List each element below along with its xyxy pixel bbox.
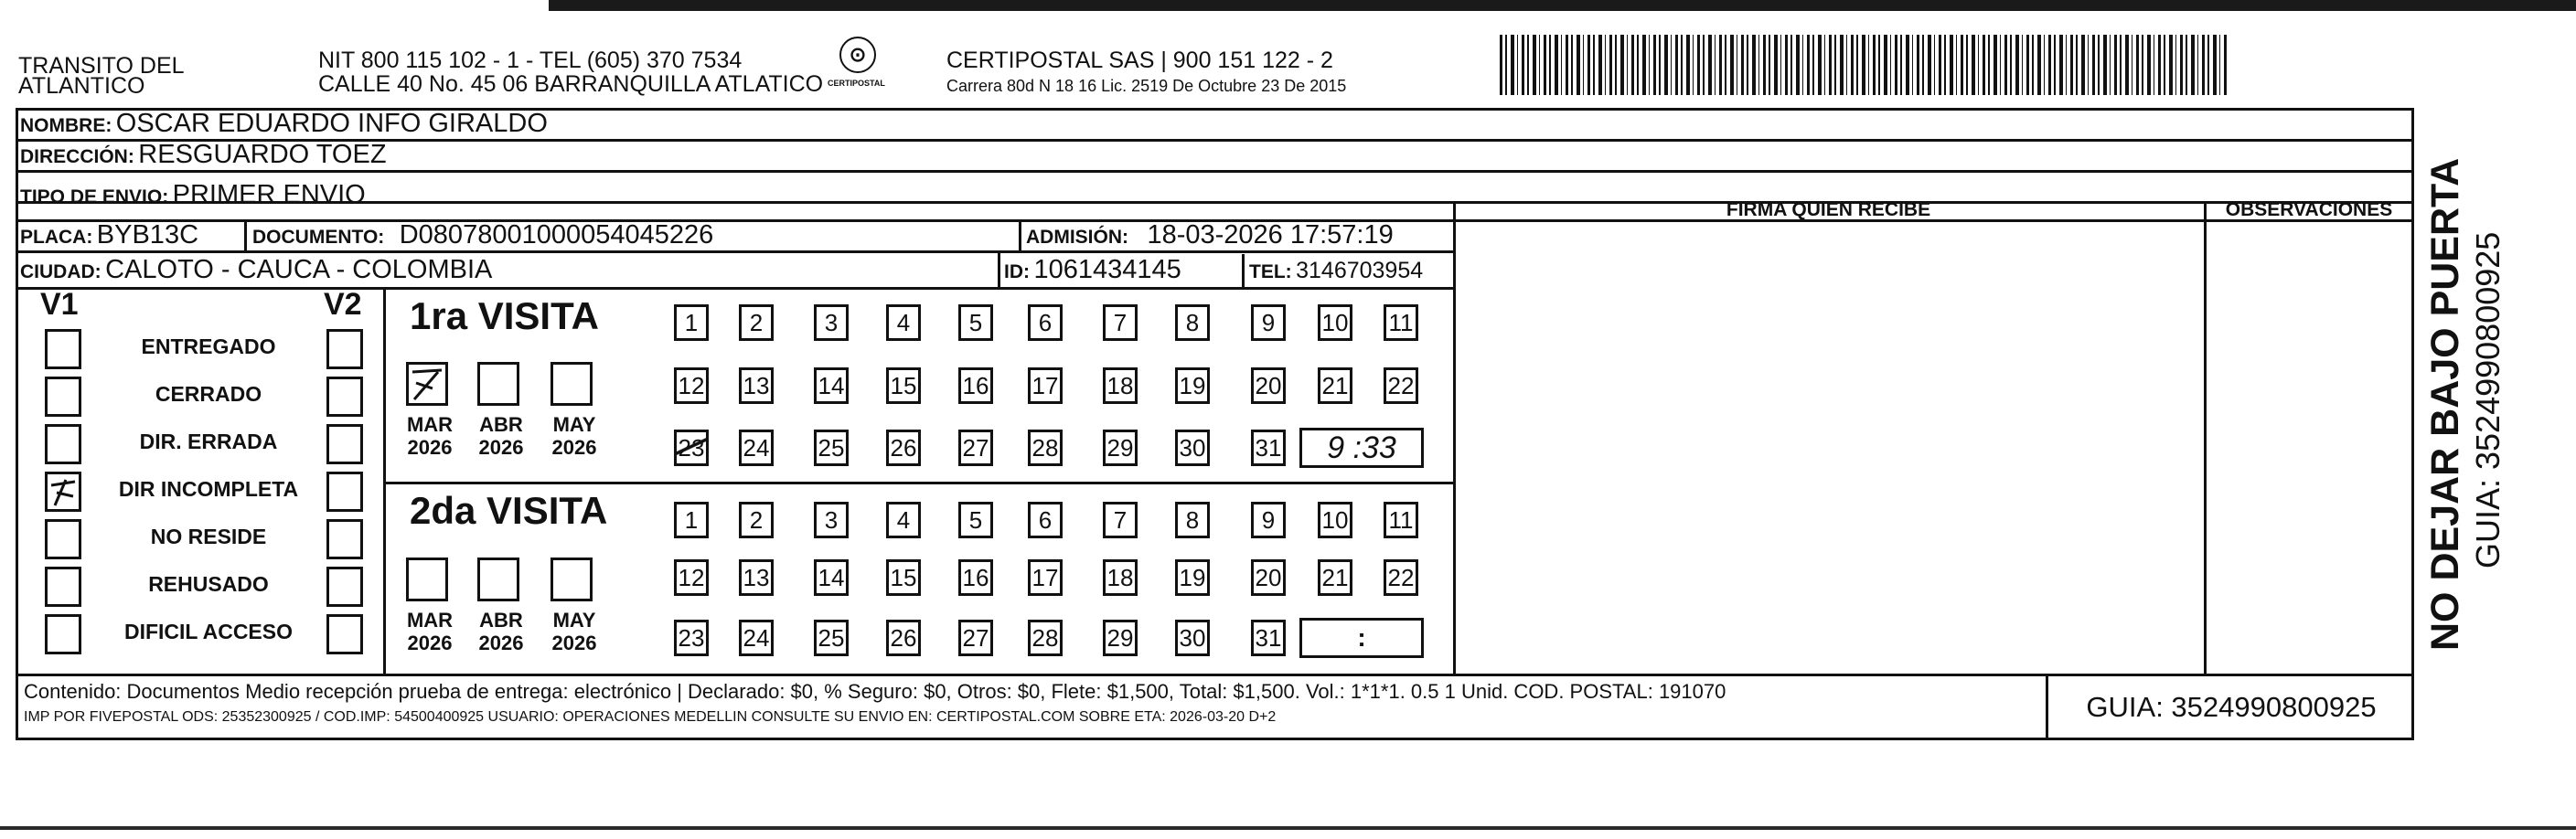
v1-checkbox-entregado[interactable]	[45, 329, 81, 369]
side-guia: GUIA: 3524990800925	[2469, 231, 2507, 568]
visit1-day-20[interactable]: 20	[1251, 367, 1286, 404]
visit1-day-14[interactable]: 14	[814, 367, 849, 404]
visit2-day-14[interactable]: 14	[814, 559, 849, 596]
visit1-day-7[interactable]: 7	[1103, 304, 1138, 341]
ciudad-label: CIUDAD:	[20, 261, 102, 282]
status-no-reside: NO RESIDE	[150, 525, 267, 548]
visit1-day-3[interactable]: 3	[814, 304, 849, 341]
handwritten-check-icon	[48, 474, 79, 509]
nombre-label: NOMBRE:	[20, 115, 112, 136]
id-value: 1061434145	[1033, 255, 1181, 284]
license-line: Carrera 80d N 18 16 Lic. 2519 De Octubre 23 De 2015	[946, 77, 1347, 95]
visit2-day-13[interactable]: 13	[739, 559, 774, 596]
placa-label: PLACA:	[20, 227, 93, 248]
visit2-month-abr: ABR 2026	[478, 609, 524, 654]
documento-value: D08078001000054045226	[399, 220, 714, 250]
sender-name-line1: TRANSITO DEL	[18, 53, 185, 79]
visit1-day-28[interactable]: 28	[1028, 430, 1063, 466]
v2-checkbox-cerrado[interactable]	[326, 377, 363, 417]
visit1-day-26[interactable]: 26	[886, 430, 921, 466]
sender-address: CALLE 40 No. 45 06 BARRANQUILLA ATLATICO	[318, 71, 824, 97]
visit2-day-1[interactable]: 1	[674, 502, 709, 538]
visit2-day-4[interactable]: 4	[886, 502, 921, 538]
visit2-day-12[interactable]: 12	[674, 559, 709, 596]
observaciones-header: OBSERVACIONES	[2225, 199, 2393, 220]
sender-nit: NIT 800 115 102 - 1 - TEL (605) 370 7534	[318, 48, 743, 73]
visit1-day-23[interactable]: 23	[674, 430, 709, 466]
visit1-day-31[interactable]: 31	[1251, 430, 1286, 466]
visit2-day-20[interactable]: 20	[1251, 559, 1286, 596]
footer-contenido: Contenido: Documentos Medio recepción prueba de entrega: electrónico | Declarado: $0, % Seguro: $0, Otros: $0, Flete: $1,500, Total: $1,500. Vol.: 1*1*1. 0.5 1 Unid. COD. POSTAL: 191070	[24, 680, 1726, 703]
visit2-day-7[interactable]: 7	[1103, 502, 1138, 538]
placa-value: BYB13C	[96, 220, 199, 250]
status-rehusado: REHUSADO	[148, 572, 269, 596]
visit1-day-30[interactable]: 30	[1175, 430, 1210, 466]
visit1-day-17[interactable]: 17	[1028, 367, 1063, 404]
v1-checkbox-cerrado[interactable]	[45, 377, 81, 417]
tipo-envio-label: TIPO DE ENVIO:	[20, 186, 169, 207]
visit2-day-6[interactable]: 6	[1028, 502, 1063, 538]
admision-label: ADMISIÓN:	[1026, 227, 1128, 248]
visit2-day-28[interactable]: 28	[1028, 620, 1063, 656]
visit2-day-15[interactable]: 15	[886, 559, 921, 596]
visit2-day-23[interactable]: 23	[674, 620, 709, 656]
v2-checkbox-dificil-acceso[interactable]	[326, 614, 363, 654]
visit2-day-11[interactable]: 11	[1384, 502, 1418, 538]
firma-header: FIRMA QUIEN RECIBE	[1726, 199, 1931, 220]
visit1-month-checkbox-mar[interactable]	[406, 362, 448, 406]
status-cerrado: CERRADO	[155, 382, 262, 406]
footer-impresion: IMP POR FIVEPOSTAL ODS: 25352300925 / COD.IMP: 54500400925 USUARIO: OPERACIONES MEDELLIN CONSULTE SU ENVIO EN: CERTIPOSTAL.COM SOBRE ETA: 2026-03-20 D+2	[24, 709, 1277, 725]
visit1-day-10[interactable]: 10	[1318, 304, 1352, 341]
visit1-day-11[interactable]: 11	[1384, 304, 1418, 341]
v2-checkbox-dir-incompleta[interactable]	[326, 472, 363, 512]
visit1-day-25[interactable]: 25	[814, 430, 849, 466]
visit2-day-5[interactable]: 5	[958, 502, 993, 538]
visit1-day-1[interactable]: 1	[674, 304, 709, 341]
company-line: CERTIPOSTAL SAS | 900 151 122 - 2	[946, 48, 1333, 73]
visit2-month-checkbox-abr[interactable]	[477, 558, 519, 601]
visit1-month-abr: ABR 2026	[478, 413, 524, 459]
status-dificil-acceso: DIFICIL ACCESO	[123, 620, 293, 643]
visit1-day-15[interactable]: 15	[886, 367, 921, 404]
visit2-day-17[interactable]: 17	[1028, 559, 1063, 596]
visit1-title: 1ra VISITA	[410, 294, 599, 337]
visit2-title: 2da VISITA	[410, 489, 608, 532]
visit1-day-2[interactable]: 2	[739, 304, 774, 341]
visit2-month-checkbox-mar[interactable]	[406, 558, 448, 601]
visit1-day-27[interactable]: 27	[958, 430, 993, 466]
v2-label: V2	[324, 287, 362, 322]
v1-checkbox-dificil-acceso[interactable]	[45, 614, 81, 654]
visit1-month-may: MAY 2026	[551, 413, 597, 459]
visit2-day-21[interactable]: 21	[1318, 559, 1352, 596]
documento-label: DOCUMENTO:	[252, 227, 385, 248]
visit2-day-22[interactable]: 22	[1384, 559, 1418, 596]
visit1-day-12[interactable]: 12	[674, 367, 709, 404]
ciudad-value: CALOTO - CAUCA - COLOMBIA	[105, 255, 493, 284]
visit1-day-19[interactable]: 19	[1175, 367, 1210, 404]
visit2-month-mar: MAR 2026	[406, 609, 454, 654]
visit2-day-2[interactable]: 2	[739, 502, 774, 538]
v2-checkbox-dir-errada[interactable]	[326, 424, 363, 464]
visit2-day-9[interactable]: 9	[1251, 502, 1286, 538]
visit1-day-29[interactable]: 29	[1103, 430, 1138, 466]
visit1-month-checkbox-may[interactable]	[550, 362, 593, 406]
visit2-day-25[interactable]: 25	[814, 620, 849, 656]
visit2-time-box[interactable]: :	[1299, 618, 1424, 658]
visit1-day-8[interactable]: 8	[1175, 304, 1210, 341]
visit2-day-10[interactable]: 10	[1318, 502, 1352, 538]
visit2-day-31[interactable]: 31	[1251, 620, 1286, 656]
v1-checkbox-dir-incompleta[interactable]	[45, 472, 81, 512]
visit1-day-9[interactable]: 9	[1251, 304, 1286, 341]
no-dejar-bajo-puerta-warning: NO DEJAR BAJO PUERTA	[2423, 157, 2467, 651]
v1-checkbox-no-reside[interactable]	[45, 519, 81, 559]
admision-value: 18-03-2026 17:57:19	[1147, 220, 1394, 250]
status-dir-incompleta: DIR INCOMPLETA	[118, 477, 299, 501]
visit2-month-may: MAY 2026	[551, 609, 597, 654]
visit2-day-3[interactable]: 3	[814, 502, 849, 538]
visit1-day-6[interactable]: 6	[1028, 304, 1063, 341]
visit1-day-21[interactable]: 21	[1318, 367, 1352, 404]
logo-caption: CERTIPOSTAL	[828, 79, 885, 88]
visit2-month-checkbox-may[interactable]	[550, 558, 593, 601]
visit1-month-checkbox-abr[interactable]	[477, 362, 519, 406]
sender-name-line2: ATLANTICO	[18, 73, 145, 99]
top-edge-bar	[549, 0, 2576, 11]
visit1-day-22[interactable]: 22	[1384, 367, 1418, 404]
barcode	[1500, 35, 2227, 95]
v2-checkbox-entregado[interactable]	[326, 329, 363, 369]
visit2-day-8[interactable]: 8	[1175, 502, 1210, 538]
visit1-day-18[interactable]: 18	[1103, 367, 1138, 404]
visit2-day-29[interactable]: 29	[1103, 620, 1138, 656]
footer-guia-box: GUIA: 3524990800925	[2086, 691, 2377, 723]
visit2-day-24[interactable]: 24	[739, 620, 774, 656]
tel-value: 3146703954	[1296, 258, 1424, 283]
visit2-day-26[interactable]: 26	[886, 620, 921, 656]
certipostal-logo-icon: ⊙	[839, 37, 876, 73]
handwritten-check-icon	[409, 365, 445, 403]
visit2-day-27[interactable]: 27	[958, 620, 993, 656]
tel-label: TEL:	[1249, 261, 1292, 282]
status-entregado: ENTREGADO	[141, 335, 276, 358]
v1-checkbox-rehusado[interactable]	[45, 567, 81, 607]
visit1-day-5[interactable]: 5	[958, 304, 993, 341]
visit2-day-30[interactable]: 30	[1175, 620, 1210, 656]
v2-checkbox-rehusado[interactable]	[326, 567, 363, 607]
direccion-value: RESGUARDO TOEZ	[138, 140, 387, 169]
visit2-day-19[interactable]: 19	[1175, 559, 1210, 596]
nombre-value: OSCAR EDUARDO INFO GIRALDO	[115, 109, 548, 138]
v2-checkbox-no-reside[interactable]	[326, 519, 363, 559]
visit1-day-13[interactable]: 13	[739, 367, 774, 404]
visit1-day-24[interactable]: 24	[739, 430, 774, 466]
direccion-label: DIRECCIÓN:	[20, 146, 134, 167]
tipo-envio-value: PRIMER ENVIO	[172, 180, 366, 209]
status-dir-errada: DIR. ERRADA	[139, 430, 278, 453]
v1-checkbox-dir-errada[interactable]	[45, 424, 81, 464]
visit2-day-18[interactable]: 18	[1103, 559, 1138, 596]
bottom-edge-line	[0, 826, 2576, 830]
visit2-day-16[interactable]: 16	[958, 559, 993, 596]
visit1-time-box[interactable]: 9 :33	[1299, 428, 1424, 468]
id-label: ID:	[1004, 261, 1030, 282]
v1-label: V1	[40, 287, 79, 322]
visit1-month-mar: MAR 2026	[406, 413, 454, 459]
visit1-day-4[interactable]: 4	[886, 304, 921, 341]
visit1-day-16[interactable]: 16	[958, 367, 993, 404]
